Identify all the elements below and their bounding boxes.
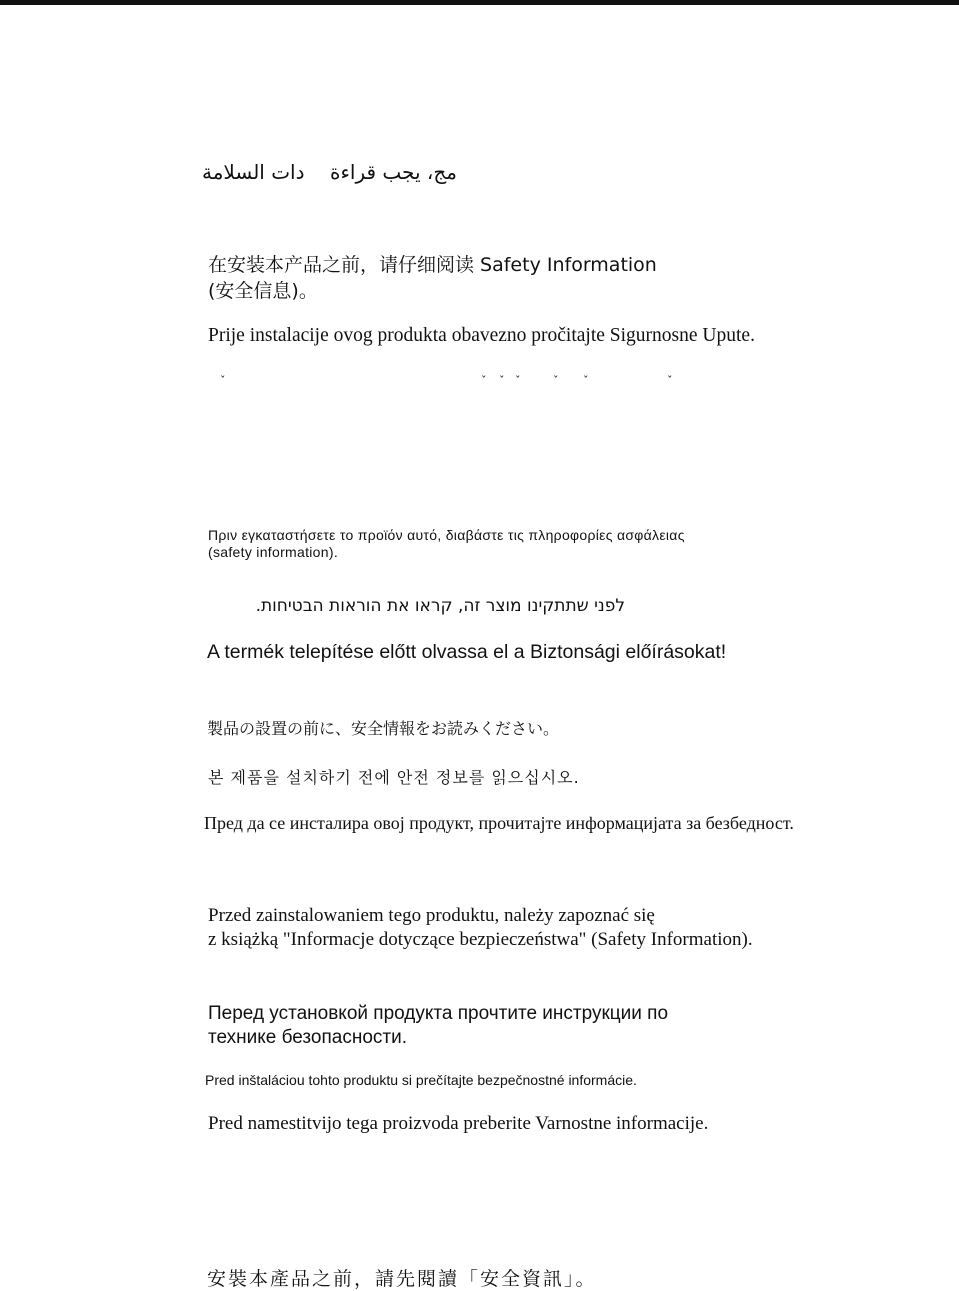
japanese-notice: 製品の設置の前に、安全情報をお読みください。 bbox=[207, 719, 560, 738]
slovak-notice: Pred inštaláciou tohto produktu si prečítajte bezpečnostné informácie. bbox=[205, 1072, 637, 1088]
chinese-simplified-notice-line1: 在安装本产品之前，请仔细阅读 Safety Information bbox=[208, 254, 657, 276]
caron-mark: ˇ bbox=[220, 374, 226, 387]
chinese-traditional-notice: 安裝本產品之前，請先閱讀「安全資訊」。 bbox=[207, 1268, 597, 1290]
arabic-notice-right: مج، يجب قراءة bbox=[330, 160, 457, 184]
polish-notice-line2: z książką "Informacje dotyczące bezpieczeństwa" (Safety Information). bbox=[208, 929, 753, 950]
caron-mark: ˇ bbox=[667, 374, 673, 387]
caron-mark: ˇ bbox=[515, 374, 521, 387]
greek-notice-line2: (safety information). bbox=[208, 544, 339, 560]
korean-notice: 본 제품을 설치하기 전에 안전 정보를 읽으십시오. bbox=[208, 768, 580, 787]
croatian-notice: Prije instalacije ovog produkta obavezno pročitajte Sigurnosne Upute. bbox=[208, 325, 755, 346]
top-rule bbox=[0, 0, 959, 5]
russian-notice-line1: Перед установкой продукта прочтите инструкции по bbox=[208, 1003, 669, 1024]
arabic-notice-left: دات السلامة bbox=[202, 160, 305, 184]
macedonian-notice: Пред да се инсталира овој продукт, прочитајте информацијата за безбедност. bbox=[204, 813, 794, 833]
hungarian-notice: A termék telepítése előtt olvassa el a Biztonsági előírásokat! bbox=[207, 641, 727, 663]
russian-notice-line2: технике безопасности. bbox=[208, 1027, 408, 1048]
caron-mark: ˇ bbox=[499, 374, 505, 387]
caron-mark: ˇ bbox=[583, 374, 589, 387]
caron-mark: ˇ bbox=[481, 374, 487, 387]
caron-mark: ˇ bbox=[553, 374, 559, 387]
polish-notice-line1: Przed zainstalowaniem tego produktu, należy zapoznać się bbox=[208, 905, 655, 926]
czech-notice-fragments bbox=[0, 374, 959, 388]
chinese-simplified-notice-line2: (安全信息)。 bbox=[208, 280, 318, 302]
greek-notice-line1: Πριν εγκαταστήσετε το προϊόν αυτό, διαβάστε τις πληροφορίες ασφάλειας bbox=[208, 527, 685, 543]
hebrew-notice: לפני שתתקינו מוצר זה, קראו את הוראות הבטיחות. bbox=[255, 596, 625, 616]
slovenian-notice: Pred namestitvijo tega proizvoda preberite Varnostne informacije. bbox=[208, 1113, 709, 1134]
